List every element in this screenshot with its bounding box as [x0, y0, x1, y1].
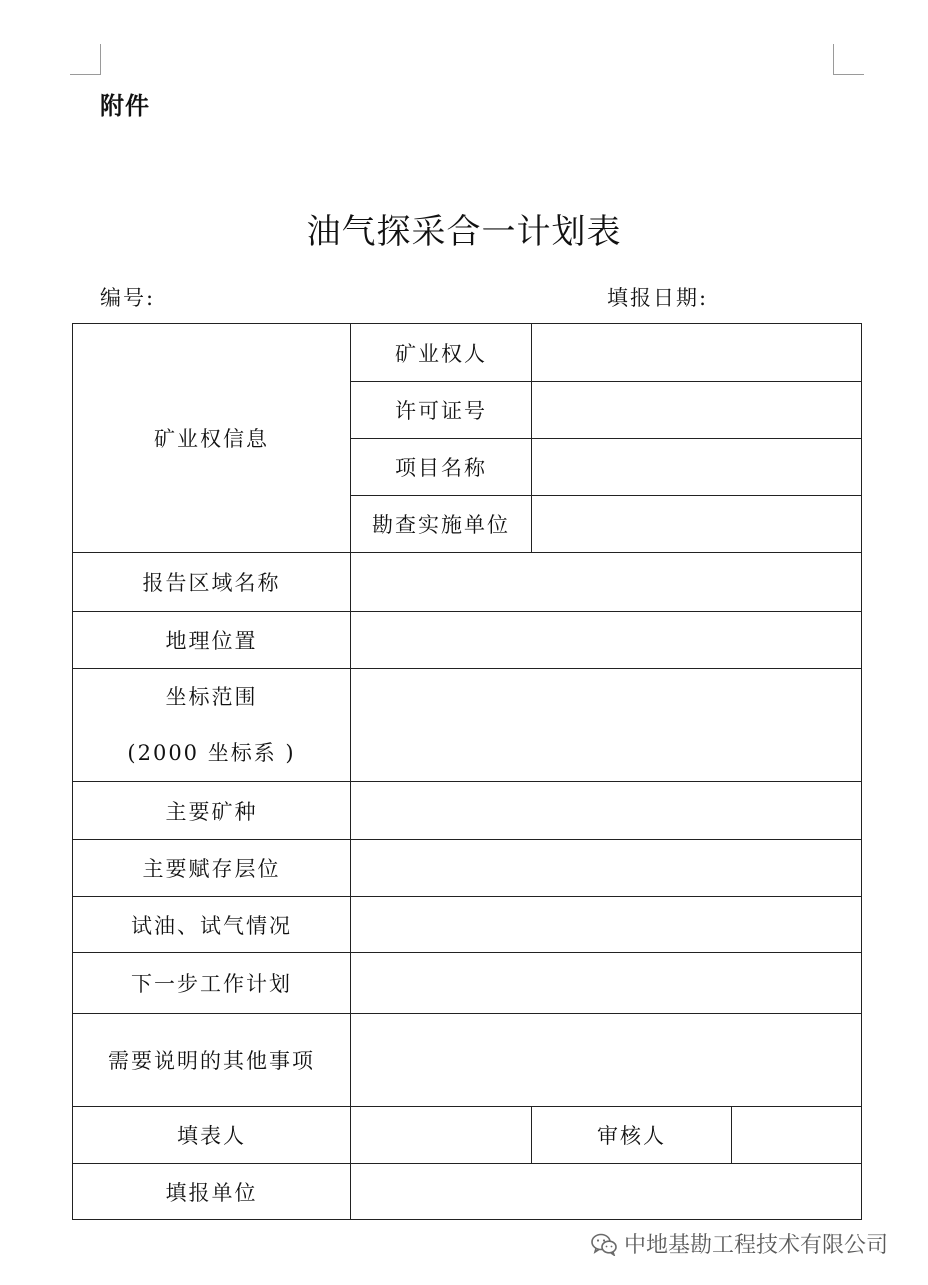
report-date-label: 填报日期: [607, 286, 709, 310]
table-row [73, 1107, 862, 1164]
mining-right-holder-label: 矿业权人 [351, 324, 532, 382]
watermark [590, 1228, 888, 1259]
mining-right-holder-value[interactable] [532, 324, 862, 382]
coordinate-system-text: (2000 坐标系 ) [127, 741, 296, 765]
document-title: 油气探采合一计划表 [306, 212, 622, 252]
page-corner-mark-top-left [70, 44, 101, 75]
table-row [73, 612, 862, 669]
main-horizon-label: 主要赋存层位 [73, 840, 351, 897]
test-oil-gas-label: 试油、试气情况 [73, 897, 351, 953]
license-number-value[interactable] [532, 382, 862, 439]
attachment-label: 附件 [100, 92, 150, 120]
other-matters-label: 需要说明的其他事项 [73, 1014, 351, 1107]
exploration-unit-label: 勘查实施单位 [351, 496, 532, 553]
watermark-text: 中地基勘工程技术有限公司 [624, 1233, 889, 1258]
reporting-unit-value[interactable] [351, 1164, 862, 1220]
reviewer-label: 审核人 [532, 1107, 732, 1164]
project-name-label: 项目名称 [351, 439, 532, 496]
main-minerals-value[interactable] [351, 782, 862, 840]
filler-value[interactable] [351, 1107, 532, 1164]
license-number-label: 许可证号 [351, 382, 532, 439]
coordinate-range-text: 坐标范围 [165, 685, 258, 709]
geographic-location-label: 地理位置 [73, 612, 351, 669]
wechat-icon [590, 1232, 618, 1256]
main-horizon-value[interactable] [351, 840, 862, 897]
project-name-value[interactable] [532, 439, 862, 496]
mining-right-info-label: 矿业权信息 [73, 324, 351, 553]
table-row [73, 897, 862, 953]
filler-label: 填表人 [73, 1107, 351, 1164]
table-row [73, 953, 862, 1014]
coordinate-range-label [73, 669, 351, 782]
table-row [73, 669, 862, 782]
table-row [73, 1164, 862, 1220]
report-area-name-value[interactable] [351, 553, 862, 612]
table-row [73, 553, 862, 612]
geographic-location-value[interactable] [351, 612, 862, 669]
table-row [73, 1014, 862, 1107]
report-area-name-label: 报告区域名称 [73, 553, 351, 612]
exploration-unit-value[interactable] [532, 496, 862, 553]
next-plan-value[interactable] [351, 953, 862, 1014]
next-plan-label: 下一步工作计划 [73, 953, 351, 1014]
reporting-unit-label: 填报单位 [73, 1164, 351, 1220]
other-matters-value[interactable] [351, 1014, 862, 1107]
main-minerals-label: 主要矿种 [73, 782, 351, 840]
plan-table [72, 323, 862, 1220]
coordinate-range-value[interactable] [351, 669, 862, 782]
test-oil-gas-value[interactable] [351, 897, 862, 953]
table-row [73, 840, 862, 897]
reviewer-value[interactable] [732, 1107, 862, 1164]
page-corner-mark-top-right [833, 44, 864, 75]
table-row [73, 782, 862, 840]
table-row [73, 324, 862, 382]
number-label: 编号: [100, 286, 156, 310]
